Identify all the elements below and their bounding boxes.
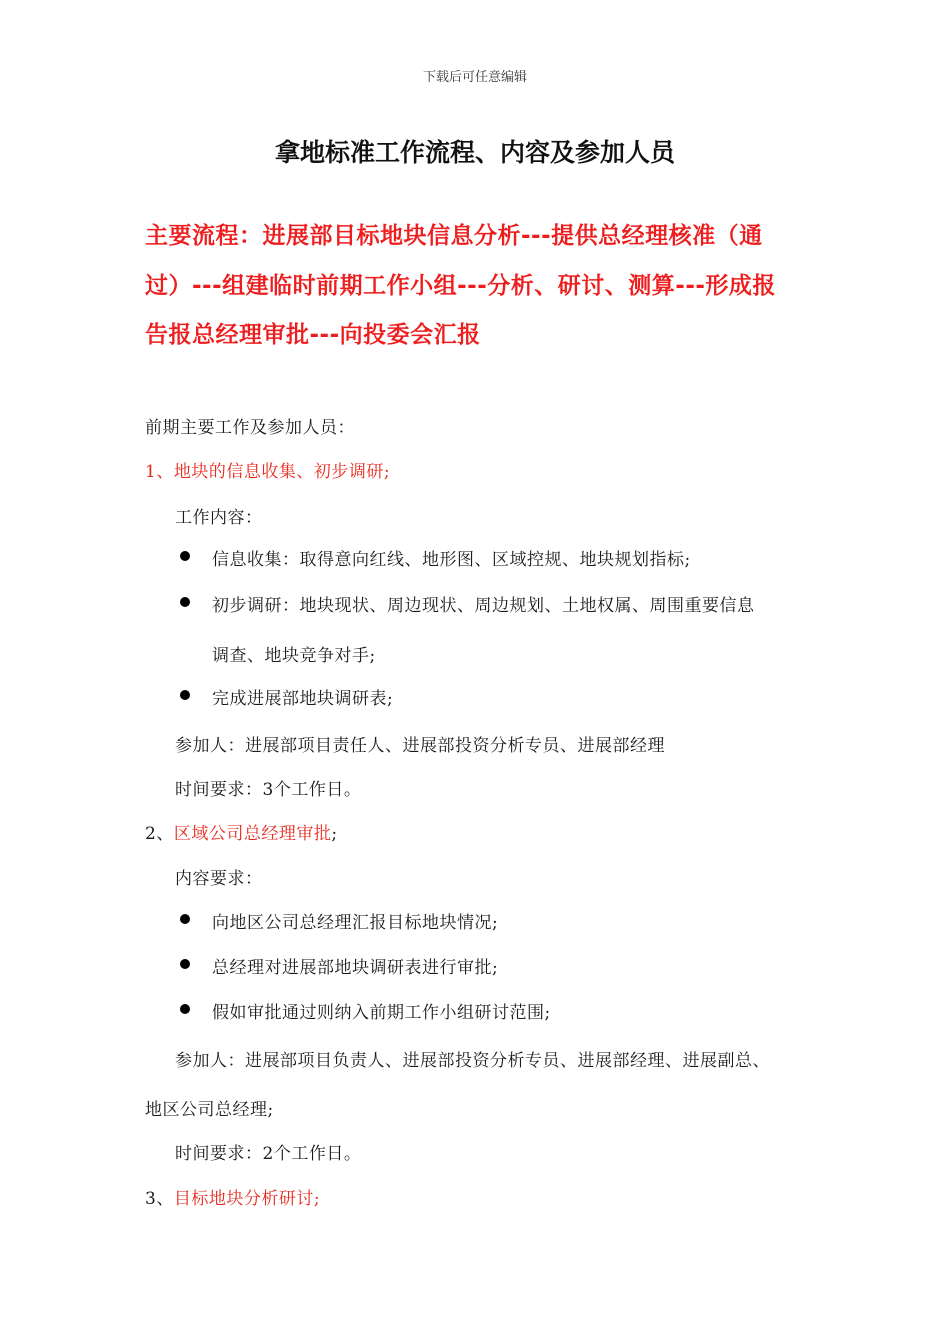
section-2-sub-label: 内容要求： <box>175 869 263 889</box>
main-process-line-2: 过）---组建临时前期工作小组---分析、研讨、测算---形成报 <box>145 273 776 299</box>
section-2-participants: 参加人：进展部项目负责人、进展部投资分析专员、进展部经理、进展副总、 <box>175 1051 770 1071</box>
section-1-number: 1、 <box>145 462 174 482</box>
bullet-icon <box>180 597 190 607</box>
section-2-participants-continued: 地区公司总经理; <box>145 1100 274 1120</box>
section-1-sub-label: 工作内容： <box>175 508 263 528</box>
section-2-title: 区域公司总经理审批 <box>173 824 332 844</box>
bullet-icon <box>180 690 190 700</box>
section-1-bullet-1: 信息收集：取得意向红线、地形图、区域控规、地块规划指标; <box>212 550 691 570</box>
bullet-icon <box>180 1004 190 1014</box>
document-title: 拿地标准工作流程、内容及参加人员 <box>274 138 675 167</box>
section-1-heading <box>145 457 390 482</box>
section-2-title-tail: ; <box>331 824 338 844</box>
section-2-heading <box>145 819 338 844</box>
main-process-line-1: 主要流程：进展部目标地块信息分析---提供总经理核准（通 <box>145 223 763 249</box>
section-2-bullet-2: 总经理对进展部地块调研表进行审批; <box>212 958 499 978</box>
main-process-line-3: 告报总经理审批---向投委会汇报 <box>145 322 481 348</box>
bullet-icon <box>180 914 190 924</box>
bullet-icon <box>180 551 190 561</box>
section-3-number: 3、 <box>145 1189 174 1209</box>
section-2-bullet-1: 向地区公司总经理汇报目标地块情况; <box>212 913 499 933</box>
section-3-heading <box>145 1184 320 1209</box>
bullet-icon <box>180 959 190 969</box>
section-1-bullet-3: 完成进展部地块调研表; <box>212 689 394 709</box>
section-2-bullet-3: 假如审批通过则纳入前期工作小组研讨范围; <box>212 1003 551 1023</box>
section-1-time: 时间要求：3个工作日。 <box>175 780 362 800</box>
section-1-bullet-2: 初步调研：地块现状、周边现状、周边规划、土地权属、周围重要信息 <box>212 596 755 616</box>
section-1-bullet-2-continued: 调查、地块竞争对手; <box>212 646 376 666</box>
header-note: 下载后可任意编辑 <box>422 70 527 85</box>
intro-text: 前期主要工作及参加人员： <box>145 418 355 438</box>
section-1-participants: 参加人：进展部项目责任人、进展部投资分析专员、进展部经理 <box>175 736 665 756</box>
section-2-number: 2、 <box>145 824 174 844</box>
section-2-time: 时间要求：2个工作日。 <box>175 1144 362 1164</box>
section-3-title: 目标地块分析研讨; <box>173 1189 321 1209</box>
section-1-title: 地块的信息收集、初步调研; <box>173 462 391 482</box>
